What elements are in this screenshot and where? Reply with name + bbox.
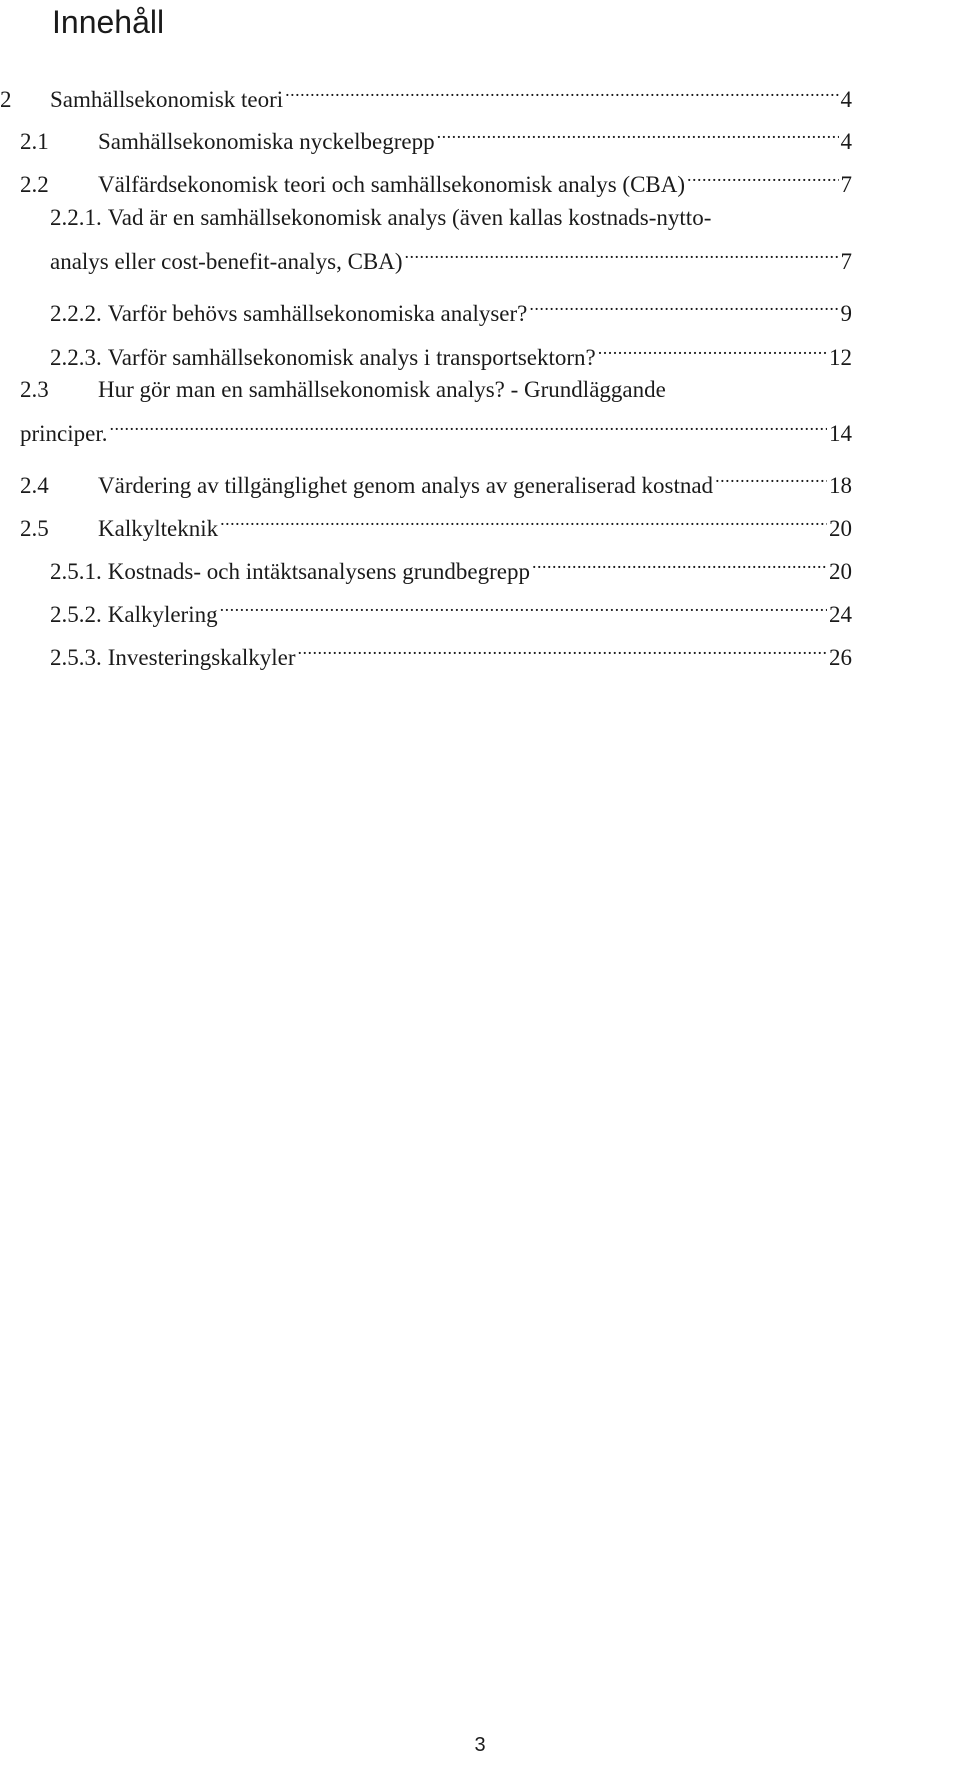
toc-entry-2-5-1[interactable] xyxy=(50,545,852,584)
toc-heading: Innehåll xyxy=(52,4,165,40)
toc-entry-2-2-1[interactable] xyxy=(50,201,852,274)
toc-entry-page: 7 xyxy=(840,249,852,274)
toc-dot-leader xyxy=(110,407,828,441)
toc-entry-2-5-3[interactable] xyxy=(50,631,852,670)
toc-entry-2-5[interactable] xyxy=(20,502,852,541)
toc-entry-number: 2.3 xyxy=(20,377,49,402)
toc-entry-title: Investeringskalkyler xyxy=(107,645,296,670)
toc-entry-2-2[interactable] xyxy=(20,158,852,197)
toc-entry-2-5-2[interactable] xyxy=(50,588,852,627)
toc-dot-leader xyxy=(220,502,827,536)
toc-entry-title-continuation: analys eller cost-benefit-analys, CBA) xyxy=(50,249,403,274)
toc-entry-title: Vad är en samhällsekonomisk analys (även kallas kostnads-nytto- xyxy=(107,205,712,230)
toc-entry-number: 2.1 xyxy=(20,129,49,154)
toc-dot-leader xyxy=(532,545,827,579)
toc-dot-leader xyxy=(687,158,838,192)
toc-entry-number: 2.5 xyxy=(20,516,49,541)
toc-entry-page: 24 xyxy=(829,602,852,627)
toc-entry-title: Varför behövs samhällsekonomiska analyser? xyxy=(107,301,528,326)
toc-dot-leader xyxy=(405,235,839,269)
toc-dot-leader xyxy=(598,331,827,365)
toc-entry-2-3[interactable] xyxy=(20,373,852,446)
toc-entry-page: 14 xyxy=(829,421,852,446)
toc-entry-number: 2 xyxy=(0,87,12,112)
toc-entry-title: Hur gör man en samhällsekonomisk analys? - Grundläggande xyxy=(98,377,666,402)
toc-entry-page: 4 xyxy=(840,129,852,154)
toc-entry-number: 2.5.3. xyxy=(50,645,102,670)
toc-entry-2-1[interactable] xyxy=(20,115,852,154)
toc-dot-leader xyxy=(437,115,839,149)
toc-entry-2-2-3[interactable] xyxy=(50,331,852,370)
toc-dot-leader xyxy=(529,287,838,321)
toc-entry-page: 12 xyxy=(829,345,852,370)
toc-entry-2-2-2[interactable] xyxy=(50,287,852,326)
toc-entry-title: Varför samhällsekonomisk analys i transportsektorn? xyxy=(107,345,596,370)
toc-entry-page: 9 xyxy=(840,301,852,326)
toc-entry-page: 20 xyxy=(829,516,852,541)
toc-entry-page: 18 xyxy=(829,473,852,498)
toc-entry-number: 2.2.3. xyxy=(50,345,102,370)
toc-entry-2[interactable] xyxy=(0,73,852,112)
toc-entry-title: Samhällsekonomisk teori xyxy=(50,87,284,112)
toc-dot-leader xyxy=(715,459,827,493)
toc-entry-title: Värdering av tillgänglighet genom analys av generaliserad kostnad xyxy=(98,473,714,498)
toc-entry-number: 2.4 xyxy=(20,473,49,498)
toc-entry-title: Samhällsekonomiska nyckelbegrepp xyxy=(98,129,435,154)
toc-entry-title-continuation: principer. xyxy=(20,421,108,446)
toc-entry-number: 2.2.1. xyxy=(50,205,102,230)
page-number: 3 xyxy=(474,1734,486,1756)
toc-entry-number: 2.5.1. xyxy=(50,559,102,584)
toc-dot-leader xyxy=(220,588,827,622)
toc-entry-number: 2.2 xyxy=(20,172,49,197)
toc-entry-number: 2.5.2. xyxy=(50,602,102,627)
toc-entry-number: 2.2.2. xyxy=(50,301,102,326)
toc-entry-2-4[interactable] xyxy=(20,459,852,498)
toc-entry-page: 7 xyxy=(840,172,852,197)
toc-entry-title: Kalkylering xyxy=(107,602,218,627)
toc-entry-page: 20 xyxy=(829,559,852,584)
toc-entry-title: Kostnads- och intäktsanalysens grundbegrepp xyxy=(107,559,530,584)
toc-entry-page: 26 xyxy=(829,645,852,670)
toc-dot-leader xyxy=(285,73,838,107)
toc-entry-title: Välfärdsekonomisk teori och samhällsekonomisk analys (CBA) xyxy=(98,172,686,197)
toc-entry-title: Kalkylteknik xyxy=(98,516,219,541)
toc-entry-page: 4 xyxy=(840,87,852,112)
toc-dot-leader xyxy=(298,631,827,665)
